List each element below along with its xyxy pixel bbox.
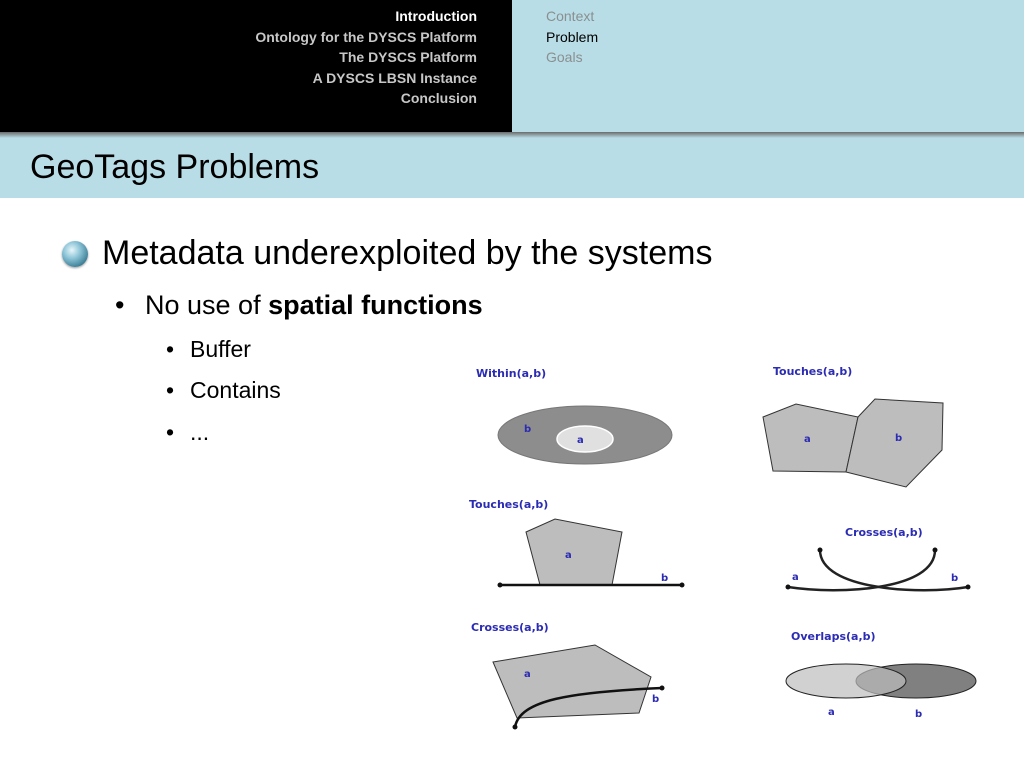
touches-line-diagram [469, 498, 685, 588]
subbullet-text: ... [190, 419, 210, 445]
bullet-level2-bold: spatial functions [268, 290, 483, 320]
touches-polygons-label-b: b [895, 433, 903, 444]
bullet-dot-icon: • [166, 377, 175, 403]
subbullet-text: Buffer [190, 336, 251, 362]
bullet-level1 [62, 234, 712, 273]
within-label-b: b [524, 424, 532, 435]
touches-polygons-title: Touches(a,b) [773, 365, 853, 378]
touches-polygons-diagram [763, 365, 943, 487]
section-navigation [0, 0, 512, 132]
touches-line-polygon-a [526, 519, 622, 585]
overlaps-region-a [786, 664, 906, 698]
nav-subsection-problem[interactable]: Problem [546, 28, 599, 45]
subbullet-buffer [166, 336, 251, 363]
nav-section-introduction[interactable]: Introduction [395, 8, 477, 24]
crosses-lines-title: Crosses(a,b) [845, 526, 923, 539]
nav-subsection-context[interactable]: Context [546, 8, 595, 24]
subsection-navigation [512, 0, 1024, 132]
crosses-polygon-diagram [471, 621, 665, 730]
crosses-polygon-label-b: b [652, 694, 660, 705]
subbullet-ellipsis [166, 419, 209, 446]
spatial-functions-figure [460, 355, 980, 740]
within-region-a [557, 426, 613, 452]
bullet-dot-icon: • [166, 419, 175, 445]
nav-subsection-goals[interactable]: Goals [546, 49, 583, 65]
bullet-dot-icon: • [166, 336, 175, 362]
orb-bullet-icon [62, 241, 88, 267]
overlaps-label-a: a [828, 707, 835, 718]
nav-section-conclusion[interactable]: Conclusion [400, 90, 477, 106]
touches-line-title: Touches(a,b) [469, 498, 549, 511]
title-bar [0, 138, 1024, 198]
bullet-dot-icon: • [115, 290, 125, 320]
crosses-polygon-a [493, 645, 651, 718]
overlaps-title: Overlaps(a,b) [791, 630, 876, 643]
touches-line-label-b: b [661, 573, 669, 584]
within-title: Within(a,b) [476, 367, 547, 380]
within-diagram [476, 367, 672, 464]
bullet-level1-text: Metadata underexploited by the systems [102, 234, 713, 272]
subbullet-text: Contains [190, 377, 281, 403]
nav-section-platform[interactable]: The DYSCS Platform [339, 49, 477, 65]
nav-section-ontology[interactable]: Ontology for the DYSCS Platform [255, 28, 477, 45]
touches-line-label-a: a [565, 550, 572, 561]
touches-polygons-label-a: a [804, 434, 811, 445]
crosses-polygon-label-a: a [524, 669, 531, 680]
crosses-lines-label-b: b [951, 573, 959, 584]
crosses-lines-diagram [786, 526, 971, 590]
slide-title: GeoTags Problems [30, 148, 320, 186]
overlaps-diagram [786, 630, 976, 720]
crosses-lines-label-a: a [792, 572, 799, 583]
bullet-level2-text: No use of [145, 290, 269, 320]
within-label-a: a [577, 435, 584, 446]
subbullet-contains [166, 377, 281, 404]
overlaps-label-b: b [915, 709, 923, 720]
bullet-level2 [115, 290, 483, 321]
nav-section-lbsn-instance[interactable]: A DYSCS LBSN Instance [312, 69, 477, 86]
crosses-polygon-title: Crosses(a,b) [471, 621, 549, 634]
